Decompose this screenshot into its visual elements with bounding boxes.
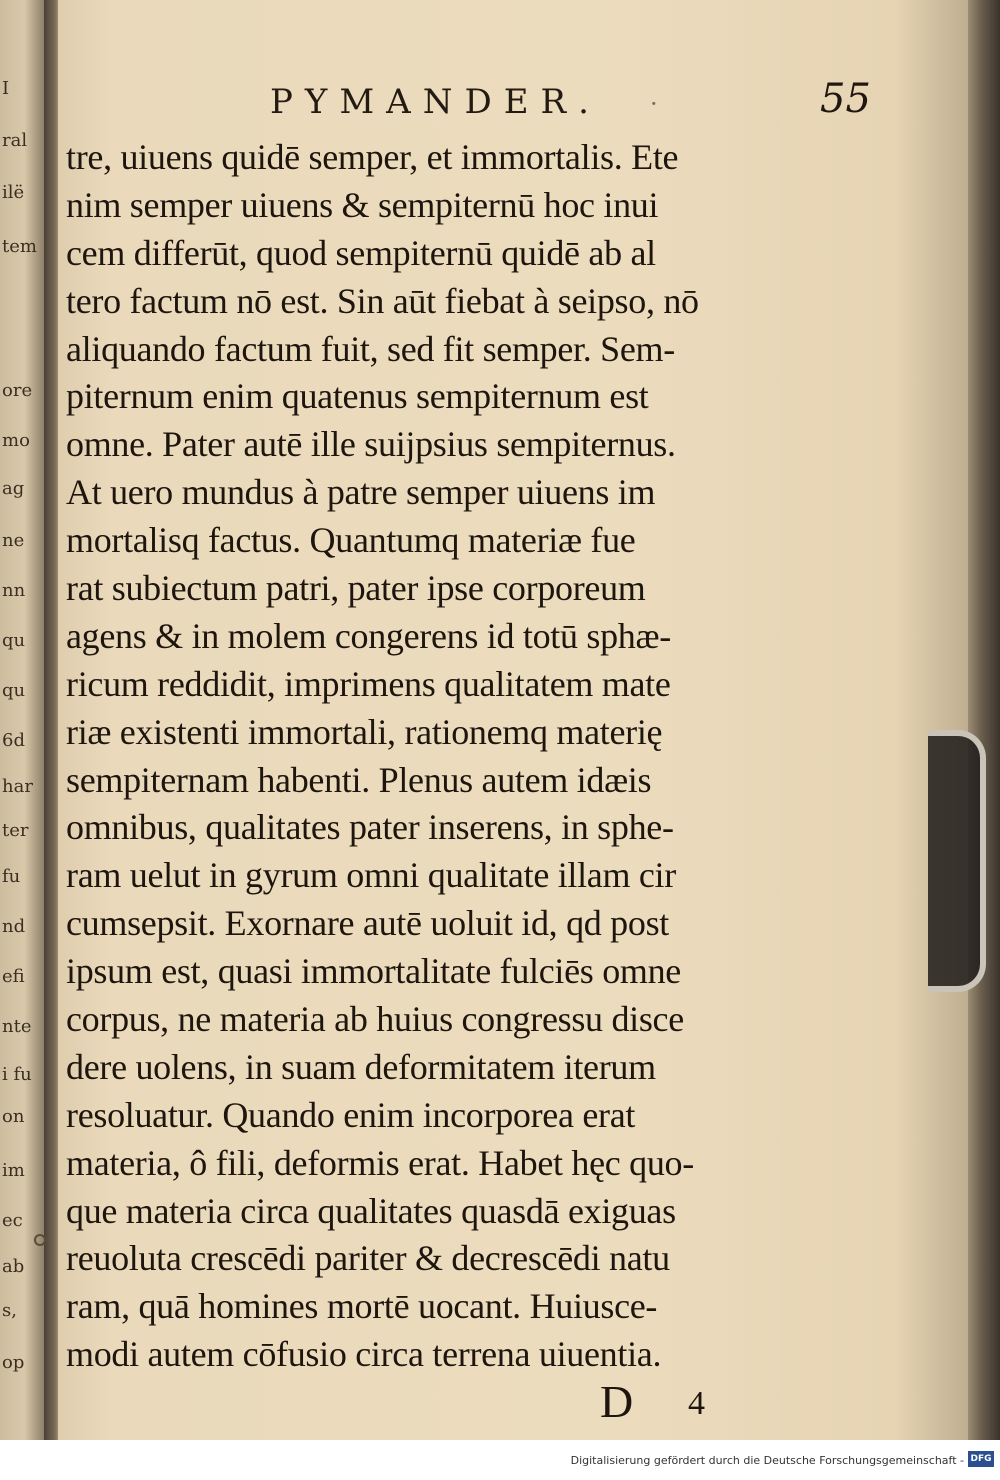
text-line: ram, quā homines mortē uocant. Huiusce- — [66, 1286, 658, 1327]
text-line: agens & in molem congerens id totū sphæ- — [66, 615, 671, 656]
left-page-text-fragment: ne — [2, 530, 25, 551]
page-edge-shadow — [968, 0, 1000, 1440]
text-line: sempiternam habenti. Plenus autem idæis — [66, 759, 652, 800]
left-page-text-fragment: ab — [2, 1256, 25, 1277]
text-line: ricum reddidit, imprimens qualitatem mate — [66, 663, 671, 704]
text-line: rat subiectum patri, pater ipse corporeum — [66, 568, 646, 609]
text-line: ram uelut in gyrum omni qualitate illam cir — [66, 855, 676, 896]
signature-mark-letter: D — [600, 1376, 634, 1427]
left-page-text-fragment: 6d — [2, 730, 25, 751]
text-line: que materia circa qualitates quasdā exiguas — [66, 1190, 676, 1231]
left-page-text-fragment: im — [2, 1160, 25, 1181]
left-page-text-fragment: ral — [2, 130, 28, 151]
text-line: resoluatur. Quando enim incorporea erat — [66, 1094, 636, 1135]
text-line: tre, uiuens quidē semper, et immortalis. Ete — [66, 137, 679, 177]
header-ornament: · — [650, 90, 658, 118]
left-page-text-fragment: ag — [2, 478, 25, 499]
left-page-text-fragment: efi — [2, 966, 25, 987]
footer-bar — [0, 1440, 1000, 1480]
left-page-text-fragment: ter — [2, 820, 29, 841]
text-line: piternum enim quatenus sempiternum est — [66, 376, 649, 417]
funding-credit: Digitalisierung gefördert durch die Deutsche Forschungsgemeinschaft - — [570, 1454, 964, 1467]
text-line: omnibus, qualitates pater inserens, in sphe- — [66, 807, 674, 848]
text-line: mortalisq factus. Quantumq materiæ fue — [66, 520, 636, 561]
left-page-text-fragment: har — [2, 776, 33, 797]
body-text — [66, 134, 836, 1379]
left-page-edge — [0, 0, 44, 1440]
text-line: dere uolens, in suam deformitatem iterum — [66, 1046, 656, 1087]
left-page-text-fragment: qu — [2, 630, 26, 651]
dfg-logo-icon: DFG — [968, 1451, 994, 1467]
left-page-text-fragment: I — [2, 78, 10, 99]
left-page-text-fragment: i fu — [2, 1064, 32, 1085]
left-page-text-fragment: tem — [2, 236, 37, 257]
text-line: At uero mundus à patre semper uiuens im — [66, 472, 656, 513]
left-page-text-fragment: nn — [2, 580, 26, 601]
signature-mark-number: 4 — [688, 1385, 705, 1422]
text-line: materia, ô fili, deformis erat. Habet hęc quo- — [66, 1142, 694, 1183]
left-page-text-fragment: ec — [2, 1210, 23, 1231]
left-page-text-fragment: nd — [2, 916, 26, 937]
text-line: omne. Pater autē ille suijpsius sempiternus. — [66, 424, 676, 465]
text-line: cumsepsit. Exornare autē uoluit id, qd post — [66, 903, 669, 944]
page-number: 55 — [820, 76, 871, 122]
text-line: cem differūt, quod sempiternū quidē ab al — [66, 232, 656, 273]
text-line: corpus, ne materia ab huius congressu disce — [66, 999, 684, 1040]
left-page-text-fragment: op — [2, 1352, 25, 1373]
text-line: aliquando factum fuit, sed fit semper. Sem- — [66, 328, 675, 369]
left-page-text-fragment: fu — [2, 866, 21, 887]
margin-mark — [34, 1234, 46, 1246]
text-line: ipsum est, quasi immortalitate fulciēs omne — [66, 951, 681, 992]
left-page-text-fragment: qu — [2, 680, 26, 701]
left-page-text-fragment: ilë — [2, 182, 25, 203]
left-page-text-fragment: on — [2, 1106, 25, 1127]
text-line: riæ existenti immortali, rationemq materię — [66, 711, 663, 752]
text-line: nim semper uiuens & sempiternū hoc inui — [66, 184, 659, 225]
left-page-text-fragment: nte — [2, 1016, 32, 1037]
page-clip — [928, 730, 986, 992]
left-page-text-fragment: mo — [2, 430, 30, 451]
left-page-text-fragment: s, — [2, 1300, 17, 1321]
text-line: reuoluta crescēdi pariter & decrescēdi natu — [66, 1238, 670, 1279]
text-line: modi autem cōfusio circa terrena uiuentia. — [66, 1334, 662, 1375]
left-page-text-fragment: ore — [2, 380, 33, 401]
text-line: tero factum nō est. Sin aūt fiebat à seipso, nō — [66, 280, 699, 321]
running-head: PYMANDER. — [270, 82, 601, 122]
